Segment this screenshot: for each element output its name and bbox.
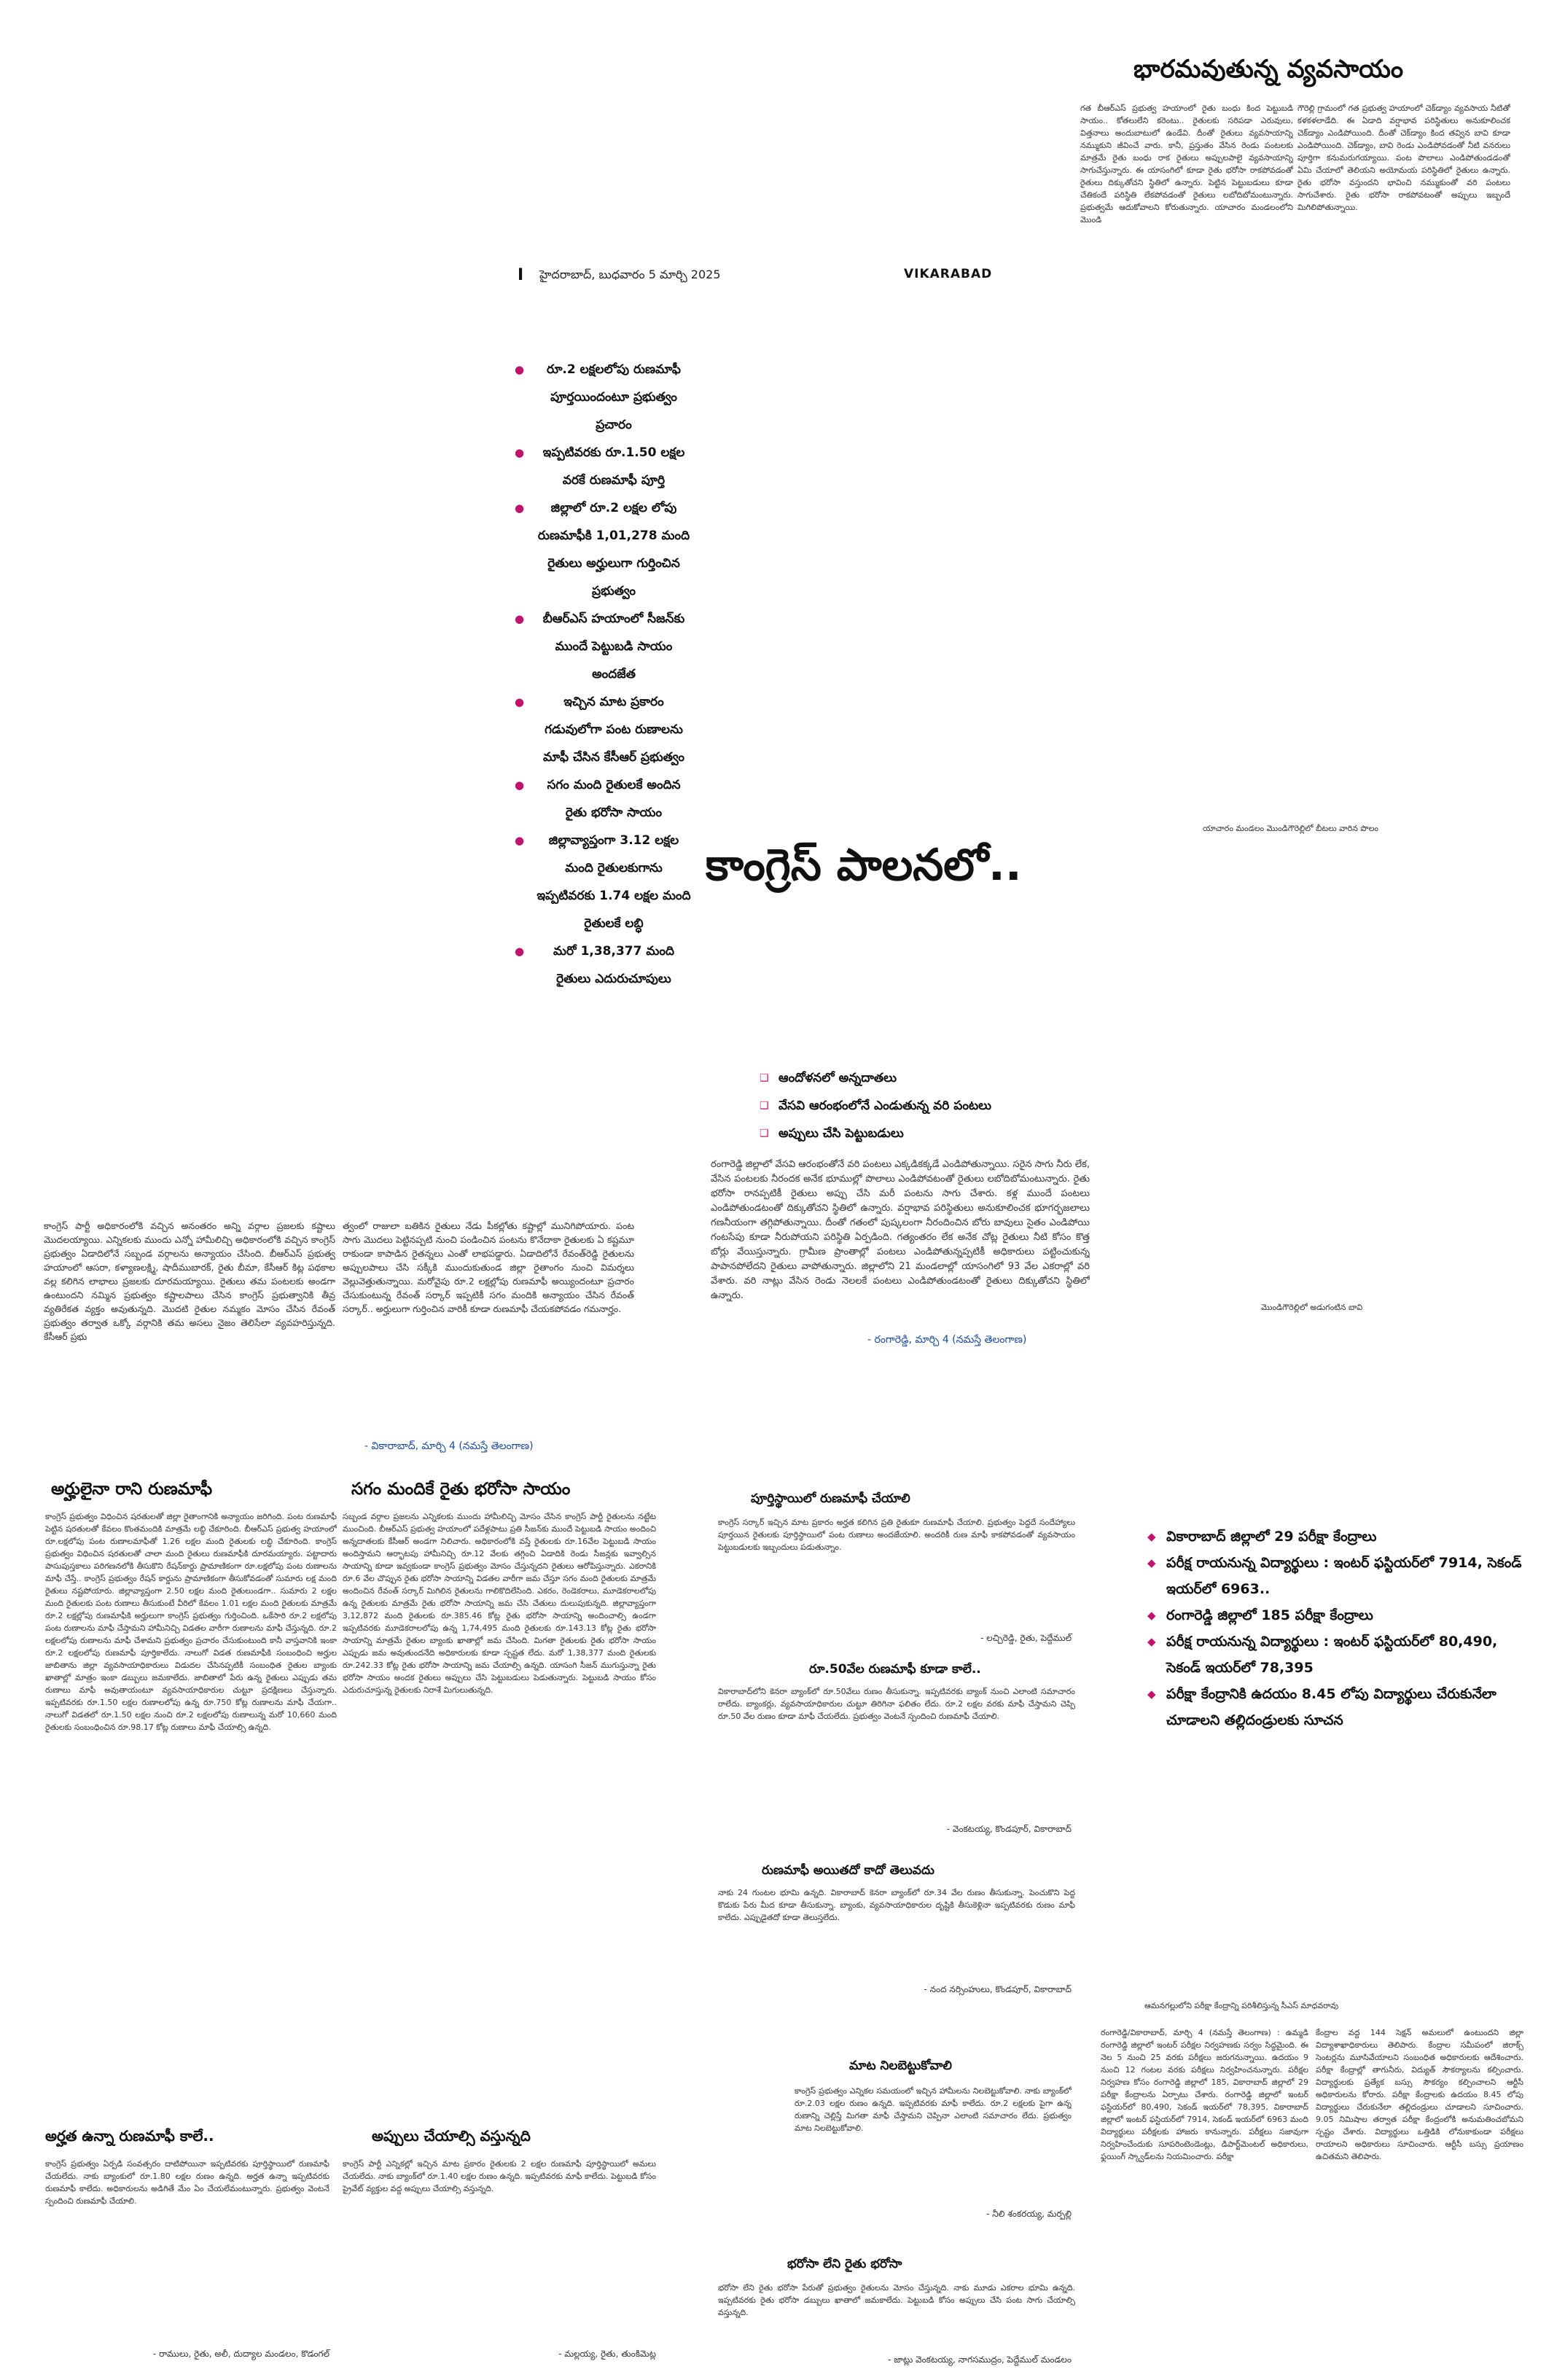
quote-3-title: రుణమాఫీ అయితదో కాదో తెలువదు [762,1863,934,1878]
page-marker: I [518,266,524,284]
bottom-b-title: అప్పులు చేయాల్సి వస్తున్నది [372,2127,531,2145]
exam-story-col2: కేంద్రాల వద్ద 144 సెక్షన్ అమలులో ఉంటుందని జిల్లా విద్యాశాఖాధికారులు తెలిపారు. కేంద్రాల సమీపంలో జిరాక్స్ సెంటర్లను మూసివేయాలని సంబంధిత అధికారులకు ఆదేశించారు. పరీక్షా కేంద్రాల్లో తాగునీరు, విద్యుత్ సౌకర్యాలను కల్పించారు. విద్యార్థులకు ప్రత్యేక బస్సు సౌకర్యం కల్పించాలని ఆర్టీసీ అధికారులను కోరారు. పరీక్షా కేంద్రాలకు ఉదయం 8.45 లోపు విద్యార్థులు చేరుకునేలా తల్లిదండ్రులు చూడాలని సూచించారు. 9.05 నిమిషాల తర్వాత పరీక్షా కేంద్రంలోకి అనుమతించబోమని స్పష్టం చేశారు. విద్యార్థులు ఒత్తిడికి లోనుకాకుండా పరీక్షలు రాయాలని అధికారులు సూచించారు. ఆర్టీసీ బస్సు ప్రయాణం ఉచితమని తెలిపారు. [1316,2028,1523,2161]
left-story-col1: కాంగ్రెస్ పార్టీ అధికారంలోకి వచ్చిన అనంతరం అన్ని వర్గాల ప్రజలకు కష్టాలు మొదలయ్యాయి. ఎన్నికలకు ముందు ఎన్నో హామీలిచ్చి అధికారంలోకి వచ్చిన కాంగ్రెస్ ప్రభుత్వం ఏడాదిలోనే సబ్బండ వర్గాలను అన్యాయం చేసింది. బీఆర్‌ఎస్ ప్రభుత్వ హయాంలో ఆసరా, కళ్యాణలక్ష్మి, షాదీముబారక్, రైతు బీమా, కేసీఆర్ కిట్ల పథకాల వల్ల కలిగిన లాభాలు ప్రజలకు దూరమయ్యాయి. రైతులు తమ పంటలకు అండగా ఉంటుందని నమ్మిన ప్రభుత్వం కష్టాలపాలు చేసిన కాంగ్రెస్ ప్రభుత్వానికి తీవ్ర వ్యతిరేకత వ్యక్తం అవుతున్నది. మొదటి రైతుల నమ్మకం మోసం చేసిన రేవంత్ ప్రభుత్వం తర్వాత ఒక్కో వర్గానికి తమ అసలు నైజం తెలిసేలా వ్యవహరిస్తున్నది. కేసీఆర్ ప్రభు [44,1220,335,1342]
exam-highlights [1144,1523,1523,1733]
exam-item: ◆ పరీక్ష రాయనున్న విద్యార్థులు : ఇంటర్ ఫస్టియర్‌లో 7914, సెకండ్ ఇయర్‌లో 6963.. [1144,1550,1523,1602]
sub-bullets [760,1064,1124,1147]
exam-story-col1: రంగారెడ్డి/వికారాబాద్, మార్చి 4 (నమస్తే తెలంగాణ) : ఉమ్మడి రంగారెడ్డి జిల్లాలో ఇంటర్ పరీక్షల నిర్వహణకు సర్వం సిద్ధమైంది. ఈ నెల 5 నుంచి 25 వరకు పరీక్షలు జరుగనున్నాయి. ఉదయం 9 నుంచి 12 గంటల వరకు పరీక్షలు నిర్వహించనున్నారు. పరీక్షల నిర్వహణ కోసం రంగారెడ్డి జిల్లాలో 185, వికారాబాద్ జిల్లాలో 29 పరీక్షా కేంద్రాలను ఏర్పాటు చేశారు. రంగారెడ్డి జిల్లాలో ఇంటర్ ఫస్టియర్‌లో 80,490, సెకండ్ ఇయర్‌లో 78,395, వికారాబాద్ జిల్లాలో ఇంటర్ ఫస్టియర్‌లో 7914, సెకండ్ ఇయర్‌లో 6963 మంది విద్యార్థులు పరీక్షలకు హాజరు కానున్నారు. పరీక్షలు సజావుగా నిర్వహించేందుకు సూపరింటెండెంట్లు, డిపార్ట్‌మెంటల్ అధికారులు, ఫ్లయింగ్ స్క్వాడ్‌లను నియమించారు. పరీక్షా [1101,2028,1308,2161]
sub-bullet-item: ❑ ఆందోళనలో అన్నదాతలు [760,1064,1124,1092]
highlights-list [510,356,692,993]
exam-photo-caption: ఆమనగల్లులోని పరీక్షా కేంద్రాన్ని పరిశీలిస్తున్న సీఎస్ మాధవరావు [1144,2001,1339,2010]
dateline: హైదరాబాద్, బుధవారం 5 మార్చి 2025 [539,268,721,281]
highlight-item: ● సగం మంది రైతులకే అందిన రైతు భరోసా సాయం [510,771,692,827]
bottom-a-text: కాంగ్రెస్ ప్రభుత్వం ఏర్పడి సంవత్సరం దాటిపోయినా ఇప్పటివరకు పూర్తిస్థాయిలో రుణమాఫీ చేయలేదు. నాకు బ్యాంకులో రూ.1.80 లక్షల రుణం ఉన్నది. అర్హత ఉన్నా ఇప్పటివరకు రుణమాఫీ కాలేదు. అధికారులను అడిగితే మేం ఏం చేయలేమంటున్నారు. ప్రభుత్వం వెంటనే స్పందించి రుణమాఫీ చేయాలి. [45,2159,329,2206]
quote-1-credit: - లచ్చిరెడ్డి, రైతు, పెద్దేముల్ [980,1633,1072,1643]
quote-1-title: పూర్తిస్థాయిలో రుణమాఫీ చేయాలి [751,1491,910,1506]
col-b-text: సబ్బండ వర్గాల ప్రజలను ఎన్నికలకు ముందు హామీలిచ్చి మోసం చేసిన కాంగ్రెస్ పార్టీ రైతులను నట్టేట ముంచింది. బీఆర్‌ఎస్ ప్రభుత్వ హయాంలో పదేళ్లపాటు ప్రతి సీజన్‌కు ముందే పెట్టుబడి సాయం అందించి అన్నదాతలకు కేసీఆర్ అండగా నిలిచారు. అధికారంలోకి వస్తే రైతులకు రూ.16వేల పెట్టుబడి సాయం అందిస్తామని ఆర్భాటపు హామీనిచ్చి రూ.12 వేలకు తగ్గించి ఏడాదికి రెండు సీజన్లకు ఇవ్వాల్సిన సాయాన్ని కూడా ఇవ్వకుండా కాంగ్రెస్ ప్రభుత్వం మోసం చేస్తున్నదని రైతులు ఆరోపిస్తున్నారు. ఎకరానికి రూ.6 వేల చొప్పున రైతు భరోసా సాయాన్ని విడతల వారీగా జమ చేస్తూ సగం మంది రైతులకు మాత్రమే అందించిన రేవంత్ సర్కార్ మిగిలిన రైతులను గాలికొదిలేసింది. ఎకరం, రెండెకరాలు, మూడెకరాలలోపు ఉన్న రైతులకు మాత్రమే రైతు భరోసా సాయాన్ని జమ చేసి చేతులు దులుపుకున్నది. జిల్లావ్యాప్తంగా 3,12,872 మంది రైతులకు రూ.385.46 కోట్ల రైతు భరోసా సాయాన్ని అందించాల్సి ఉండగా ఇప్పటివరకు మూడెకరాలలోపు ఉన్న 1,74,495 మంది రైతులకు రూ.143.13 కోట్ల రైతు భరోసా సాయాన్ని మాత్రమే రైతుల బ్యాంకు ఖాతాల్లో జమ చేసింది. మిగతా రైతులకు రైతు భరోసా సాయం ఎప్పుడు జమ అవుతుందనేది అధికారులకు కూడా స్పష్టత లేదు. మరో 1,38,377 మంది రైతులకు రూ.242.33 కోట్ల రైతు భరోసా సాయాన్ని జమ చేయాల్సి ఉన్నది. యాసంగి సీజన్ ముగుస్తున్నా రైతు భరోసా సాయం అందక రైతులు అప్పులు చేసి పెట్టుబడులు పెడుతున్నారు. పెట్టుబడి సాయం కోసం ఎదురుచూస్తున్న రైతులకు నిరాశే మిగులుతున్నది. [343,1512,656,1695]
top-story-col1: గత బీఆర్‌ఎస్ ప్రభుత్వ హయాంలో రైతు బంధు కింద పెట్టుబడి సాయం.. కోతలులేని కరెంటు.. రైతులకు సరిపడా ఎరువులు, విత్తనాలు అందుబాటులో ఉండేవి. దీంతో రైతులు వ్యవసాయాన్ని నమ్ముకుని జీవించే వారు. కానీ, ప్రస్తుతం వేసిన రెండు పంటలకు మాత్రమే రైతు బంధు రాక రైతులు అప్పులపాలై వ్యవసాయాన్ని సాగుచేస్తున్నారు. ఈ యాసంగిలో కూడా రైతు భరోసా రాకపోవడంతో రైతులు దిక్కుతోచని స్థితిలో ఉన్నారు. పెట్టిన పెట్టుబడులు కూడా చేతికందే పరిస్థితి లేకపోవడంతో రైతులు లబోదిబోమంటున్నారు. ప్రభుత్వమే ఆదుకోవాలని కోరుతున్నారు. యాచారం మండలంలోని మొండి [1080,104,1293,225]
bottom-b-credit: - మల్లయ్య, రైతు, తుంకిమెట్ల [558,2349,656,2359]
top-story-col2: గౌరెల్లి గ్రామంలో గత ప్రభుత్వ హయాంలో చెక్‌డ్యాం వ్యవసాయ నీటితో కళకళలాడేది. ఈ ఏడాది వర్షాభావ పరిస్థితులు అనుకూలించక చెక్‌డ్యాం ఎండిపోయింది. దీంతో చెక్‌డ్యాం కింద తవ్విన బావి కూడా ఎండిపోయింది. చెక్‌డ్యాం, బావి రెండు ఎండిపోవడంతో నీటి వనరులు పూర్తిగా కనుమరుగయ్యాయి. పంట పొలాలు ఎండిపోతుండడంతో ఏమి చేయాలో తెలియని అయోమయ పరిస్థితిలో రైతులు ఉన్నారు. రైతు భరోసా వస్తుందని భావించి నమ్ముకుంతో వరి పంటలు సాగుచేశారు. రైతు భరోసా రాకపోవటంతో అప్పులు ఇబ్బందే మిగిలిపోతున్నాయి. [1298,104,1510,212]
quote-1-text: కాంగ్రెస్ సర్కార్ ఇచ్చిన మాట ప్రకారం అర్హత కలిగిన ప్రతి రైతుకూ రుణమాఫీ చేయాలి. ప్రభుత్వం పెద్దదే సందేహ్యాలు పూర్తయిన రైతులకు పూర్తిస్థాయిలో పంట రుణాలు అందజేయాలి. అందరికీ రుణ మాఫీ కాకపోవడంతో వ్యవసాయం పెట్టుబడులకు ఇబ్బందులు పడుతున్నాం. [718,1518,1075,1552]
exam-item: ◆ పరీక్ష రాయనున్న విద్యార్థులు : ఇంటర్ ఫస్టియర్‌లో 80,490, సెకండ్ ఇయర్‌లో 78,395 [1144,1628,1523,1681]
center-story-credit: - రంగారెడ్డి, మార్చి 4 (నమస్తే తెలంగాణ) [867,1334,1027,1346]
photo-caption-bottom: మొండిగౌరెల్లిలో అడుగంటిన బావి [1261,1303,1363,1312]
highlight-item: ● రూ.2 లక్షలలోపు రుణమాఫీ పూర్తయిందంటూ ప్రభుత్వం ప్రచారం [510,356,692,439]
cracked-field-photo [714,350,1516,816]
quote-3-credit: - నంద నర్సింహులు, కొండపూర్, వికారాబాద్ [924,1984,1072,1994]
quote-4-credit: - నీలి శంకరయ్య, మర్పల్లి [986,2209,1072,2219]
highlight-item: ● ఇచ్చిన మాట ప్రకారం గడువులోగా పంట రుణాలను మాఫీ చేసిన కేసీఆర్ ప్రభుత్వం [510,688,692,771]
edition-name: VIKARABAD [904,267,993,281]
quote-4-title: మాట నిలబెట్టుకోవాలి [849,2059,952,2073]
main-title: కాంగ్రెస్ పాలనలో.. [706,840,1022,891]
bottom-a-title: అర్హత ఉన్నా రుణమాఫీ కాలే.. [45,2127,214,2145]
highlight-item: ● జిల్లాలో రూ.2 లక్షల లోపు రుణమాఫీకి 1,01,278 మంది రైతులు అర్హులుగా గుర్తించిన ప్రభుత్వం [510,494,692,605]
col-a-text: కాంగ్రెస్ ప్రభుత్వం విధించిన షరతులతో జిల్లా రైతాంగానికి అన్యాయం జరిగింది. పంట రుణమాఫీ పెట్టిన షరతులతో కేవలం కొంతమందికి మాత్రమే లబ్ధి చేకూరింది. బీఆర్‌ఎస్ ప్రభుత్వ హయాంలో రూ.లక్షలోపు పంట రుణాలమాఫీతో 1.26 లక్షల మంది రైతులకు లబ్ధి చేకూరింది. కాంగ్రెస్ ప్రభుత్వం విధించిన షరతులతో చాలా మంది రైతులు రుణమాఫీకి దూరమయ్యారు. పట్టాదారు పాసుపుస్తకాలు పరిగణనలోకి తీసుకొని రేషన్‌కార్డు ప్రామాణికంగా రూ.లక్షలోపు పంట రుణాలను మాఫీ చేస్తే.. కాంగ్రెస్ ప్రభుత్వం రేషన్ కార్డును ప్రామాణికంగా తీసుకోవడంతో సుమారు లక్ష మంది రైతులు నష్టపోయారు. జిల్లావ్యాప్తంగా 2.50 లక్షల మంది రైతులుండగా.. సుమారు 2 లక్షల మంది రైతులకు పంట రుణాలు తీసుకుంటే వీరిలో కేవలం 1.01 లక్షల మంది రైతులకు మాత్రమే రూ.2 లక్షల్లోపు రుణమాఫీకి అర్హులుగా కాంగ్రెస్ ప్రభుత్వం గుర్తించింది. ఒకేసారి రూ.2 లక్షలోపు పంట రుణాలను మాఫీ చేస్తామని హామీనిచ్చి విడతల వారీగా రుణాలను మాఫీ చేస్తున్నది. రూ.2 లక్షలలోపు రుణాలను మాఫీ చేశామని ప్రభుత్వం ప్రచారం చేసుకుంటుంది కానీ వాస్తవానికి ఇంకా రూ.2 లక్షలలోపు రుణమాఫీ పూర్తికాలేదు. నాలుగో విడత రుణమాఫీకి సంబంధించి అర్హుల జాబితాను జిల్లా వ్యవసాయాధికారులు విడుదల చేసినప్పటికీ సంబంధిత రైతుల బ్యాంకు ఖాతాల్లో మాత్రం ఇంకా డబ్బులు జమకాలేదు. జాబితాలో పేరు ఉన్న రైతులు ఎప్పుడు తమ రుణాలు మాఫీ అవుతాయంటూ వ్యవసాయాధికారుల చుట్టూ ప్రదక్షిణలు చేస్తున్నారు. ఇప్పటివరకు రూ.1.50 లక్షల రుణాలలోపు ఉన్న రూ.750 కోట్ల రుణాలను మాఫీ చేయగా.. నాలుగో విడతలో రూ.1.50 లక్షల నుంచి రూ.2 లక్షలలోపు రుణాలున్న మరో 10,660 మంది రైతులకు సంబంధించిన రూ.98.17 కోట్ల రుణాలు మాఫీ చేయాల్సి ఉన్నది. [45,1512,337,1732]
exam-item: ◆ పరీక్షా కేంద్రానికి ఉదయం 8.45 లోపు విద్యార్థులు చేరుకునేలా చూడాలని తల్లిదండ్రులకు సూచన [1144,1681,1523,1733]
sub-bullet-item: ❑ అప్పులు చేసి పెట్టుబడులు [760,1120,1124,1147]
left-story-col2: త్వంలో రాజులా బతికిన రైతులు నేడు పీకల్లోతు కష్టాల్లో మునిగిపోయారు. పంట సాగు మొదలు పెట్టినప్పటి నుంచి పండించిన పంటను కొనేదాకా రైతులకు ఏ కష్టమూ రాకుండా కాపాడిన రైతన్నలు ఎంతో లాభపడ్డారు. ఏడాదిలోనే రేవంత్‌రెడ్డి రైతులను అప్పులపాలు చేసి సక్కీకి ముందుకుతుండ జిల్లా రైతాంగం నుంచి విమర్శలు వెల్లువెత్తుతున్నాయి. మరోవైపు రూ.2 లక్షల్లోపు రుణమాఫీ అయ్యిందంటూ ప్రచారం చేసుకుంటున్న రేవంత్ సర్కార్ ఇప్పటికీ సగం మందికి అన్యాయం చేసిన రేవంత్ సర్కార్.. అర్హులుగా గుర్తించిన వారికీ కూడా రుణమాఫీ చేయకపోవడం గమనార్హం. [343,1220,634,1314]
exam-item: ◆ వికారాబాద్ జిల్లాలో 29 పరీక్షా కేంద్రాలు [1144,1523,1523,1550]
col-b-title: సగం మందికే రైతు భరోసా సాయం [351,1480,571,1499]
bottom-b-text: కాంగ్రెస్ పార్టీ ఎన్నికల్లో ఇచ్చిన మాట ప్రకారం రైతులకు 2 లక్షల రుణమాఫీ పూర్తిస్థాయిలో అమలు చేయలేదు. నాకు బ్యాంక్‌లో రూ.1.40 లక్షల రుణం ఉన్నది. ఇప్పటివరకు మాఫీ కాలేదు. పెట్టుబడి కోసం ప్రైవేట్ వ్యక్తుల వద్ద అప్పులు చేయాల్సి వస్తున్నది. [343,2159,656,2193]
highlight-item: ● ఇప్పటివరకు రూ.1.50 లక్షల వరకే రుణమాఫీ పూర్తి [510,439,692,494]
left-story-credit: - వికారాబాద్, మార్చి 4 (నమస్తే తెలంగాణ) [364,1440,534,1452]
exam-photo [1093,1742,1523,1997]
sub-bullet-item: ❑ వేసవి ఆరంభంలోనే ఎండుతున్న వరి పంటలు [760,1092,1124,1120]
center-story-text: రంగారెడ్డి జిల్లాలో వేసవి ఆరంభంతోనే వరి పంటలు ఎక్కడికక్కడే ఎండిపోతున్నాయి. సరైన సాగు నీరు లేక, వేసిన పంటలకు నీరందక అనేక భూముల్లో పొలాలు ఎండిపోవటంతో రైతులు లబోదిబోమంటున్నారు. రైతు భరోసా రానప్పటికీ రైతులు అప్పు చేసి మరీ పంటను సాగు చేశారు. కళ్ల ముందే పంటలు ఎండిపోతుండటంతో దిక్కుతోచని స్థితిలో ఉన్నారు. వర్షాభావ పరిస్థితులు అనుకూలించక భూగర్భజలాలు గణనీయంగా తగ్గిపోతున్నాయి. దీంతో గతంలో పుష్కలంగా నీరందించిన బోరు బావులు సైతం ఎండిపోయి గంటసేపు కూడా నీరుపోయని పరిస్థితి ఏర్పడింది. గత్యంతరం లేక అనేక చోట్ల రైతులు నీటి కోసం కొత్త బోర్లు వేయిస్తున్నారు. గ్రామీణ ప్రాంతాల్లో పంటలు ఎండిపోతున్నప్పటికీ అధికారులు పట్టించుకున్న పాపానపోలేదని రైతులు వాపోతున్నారు. జిల్లాలోని 21 మండలాల్లో యాసంగిలో 93 వేల ఎకరాల్లో వరి వేశారు. వరి నాట్లు వేసిన రెండు నెలలకే పంటలు ఎండిపోతుండటంతో రైతులు దిక్కుతోచని స్థితిలో ఉన్నారు. [711,1159,1090,1301]
quote-4-text: కాంగ్రెస్ ప్రభుత్వం ఎన్నికల సమయంలో ఇచ్చిన హామీలను నిలబెట్టుకోవాలి. నాకు బ్యాంక్‌లో రూ.2.03 లక్షల రుణం ఉన్నది. ఇప్పటివరకు మాఫీ కాలేదు. రూ.2 లక్షలకు పైగా ఉన్న రుణాన్ని చెల్లిస్తే మిగతా మాఫీ చేస్తామని చెప్పినా ఎలాంటి సమాచారం లేదు. ప్రభుత్వం మాట నిలబెట్టుకోవాలి. [795,2086,1072,2133]
quote-5-text: భరోసా లేని రైతు భరోసా పేరుతో ప్రభుత్వం రైతులను మోసం చేస్తున్నది. నాకు మూడు ఎకరాల భూమి ఉన్నది. ఇప్పటివరకు రైతు భరోసా డబ్బులు ఖాతాలో జమకాలేదు. పెట్టుబడి కోసం అప్పులు చేసి పంట సాగు చేయాల్సి వస్తున్నది. [718,2283,1075,2317]
quote-2-title: రూ.50వేల రుణమాఫీ కూడా కాలే.. [809,1662,981,1677]
highlight-item: ● మరో 1,38,377 మంది రైతులు ఎదురుచూపులు [510,937,692,993]
dry-well-photo [1108,1064,1516,1516]
quote-2-credit: - వెంకటయ్య, కొండపూర్, వికారాబాద్ [946,1824,1072,1834]
quote-2-text: వికారాబాద్‌లోని కెనరా బ్యాంక్‌లో రూ.50వేలు రుణం తీసుకున్నా. ఇప్పటివరకు బ్యాంక్ నుంచి ఎలాంటి సమాచారం రాలేదు. బ్యాంకర్లు, వ్యవసాయాధికారుల చుట్టూ తిరిగినా ఫలితం లేదు. రూ.2 లక్షల వరకు మాఫీ చేస్తామని చెప్పి రూ.50 వేల రుణం కూడా మాఫీ చేయలేదు. ప్రభుత్వం వెంటనే స్పందించి రుణమాఫీ చేయాలి. [718,1687,1075,1721]
highlight-item: ● బీఆర్‌ఎస్ హయాంలో సీజన్‌కు ముందే పెట్టుబడి సాయం అందజేత [510,605,692,688]
col-a-title: అర్హులైనా రాని రుణమాఫీ [51,1480,213,1499]
quote-5-credit: - జాట్లు వెంకటయ్య, నాగసముద్రం, పెద్దేముల్ మండలం [888,2354,1072,2365]
top-story-title: భారమవుతున్న వ్యవసాయం [1133,55,1404,84]
exam-item: ◆ రంగారెడ్డి జిల్లాలో 185 పరీక్షా కేంద్రాలు [1144,1602,1523,1628]
bottom-a-credit: - రాములు, రైతు, అలీ, దుద్యాల మండలం, కొడంగల్ [153,2349,329,2359]
highlight-item: ● జిల్లావ్యాప్తంగా 3.12 లక్షల మంది రైతులకుగాను ఇప్పటివరకు 1.74 లక్షల మంది రైతులకే లబ్ధి [510,827,692,937]
quote-5-title: భరోసా లేని రైతు భరోసా [787,2257,902,2271]
photo-caption-right: యాచారం మండలం మొండిగౌరెల్లిలో బీటలు వారిన పొలం [1203,824,1378,833]
quote-3-text: నాకు 24 గుంటల భూమి ఉన్నది. వికారాబాద్ కెనరా బ్యాంక్‌లో రూ.34 వేల రుణం తీసుకున్నా. పెంచుకొని పెద్ద కొడుకు పేరు మీద కూడా తీసుకున్నా. బ్యాంకు, వ్యవసాయాధికారుల దృష్టికి తీసుకెళ్లినా ఇప్పటివరకు రుణం మాఫీ కాలేదు. ఎప్పుడైతదో కూడా తెలుస్తలేదు. [718,1888,1075,1922]
